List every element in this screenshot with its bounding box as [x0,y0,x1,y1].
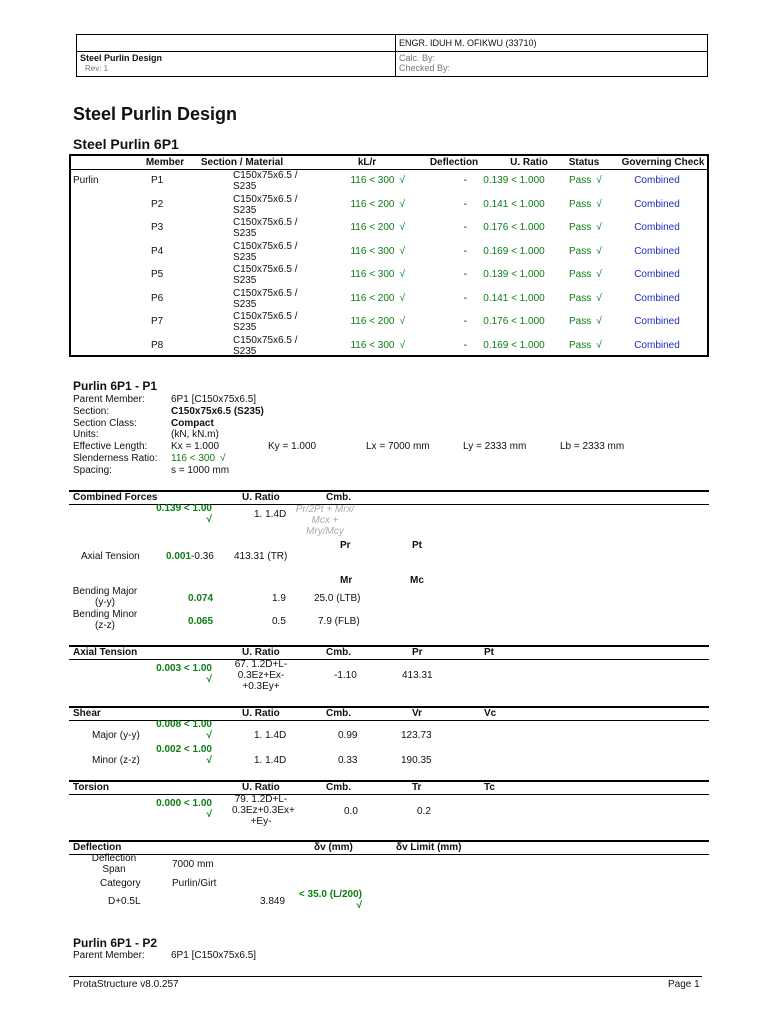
prop-label: Effective Length: [73,441,148,453]
cell-section: C150x75x6.5 / S235 [233,193,298,216]
cell-uratio: 0.169 < 1.000 [483,245,545,257]
calc-by: Calc. By: [399,53,436,63]
engineer-name: ENGR. IDUH M. OFIKWU (33710) [399,38,537,48]
cell-section: C150x75x6.5 / S235 [233,240,298,263]
header-divider [395,35,396,76]
cell-klr: 116 < 300 √ [350,339,405,351]
header-divider [77,51,707,52]
cell-deflection: - [463,222,467,233]
torsion-cmb: 79. 1.2D+L- 0.3Ez+0.3Ex+ +Ey- [232,794,295,827]
cell-member: P4 [151,245,164,257]
cell-status: Pass √ [569,222,602,233]
pr-header: Pr [340,540,351,551]
axial-cmb: 67. 1.2D+L- 0.3Ez+Ex- +0.3Ey+ [234,659,288,692]
cell-deflection: - [463,245,467,257]
shear-row-vr: 0.33 [338,755,358,766]
table-row [71,289,707,312]
cell-deflection: - [463,198,467,210]
col-header-klr: kL/r [357,157,377,168]
section-rule [69,645,709,647]
deflection-value: 3.849 [260,896,286,907]
combined-h-cmb: Cmb. [326,492,351,503]
cell-member: P5 [151,269,164,280]
shear-row-vc: 123.73 [401,730,432,741]
axial-title: Axial Tension [73,647,138,658]
page-title: Steel Purlin Design [73,104,238,124]
bending-minor-ur: 0.065 [188,616,214,627]
section-rule [69,490,709,492]
shear-h-vr: Vr [412,708,423,719]
cell-klr: 116 < 200 √ [350,316,405,327]
table-row [71,265,707,288]
deflection-limit: < 35.0 (L/200) √ [298,889,362,911]
cell-uratio: 0.139 < 1.000 [483,175,545,186]
next-parent-value: 6P1 [C150x75x6.5] [171,950,257,961]
cell-governing: Combined [634,198,680,210]
bending-major-capacity: 25.0 (LTB) [314,593,361,604]
cell-governing: Combined [634,292,680,304]
shear-row-vc: 190.35 [401,755,432,766]
axial-h-cmb: Cmb. [326,647,351,658]
shear-row-label: Major (y-y) [92,730,140,741]
deflection-h-limit: δv Limit (mm) [396,842,462,853]
table-row [71,195,707,218]
prop-label: Section Class: [73,417,137,429]
checked-by: Checked By: [399,63,451,73]
cell-deflection: - [463,269,467,280]
cell-status: Pass √ [569,198,602,210]
table-row [71,336,707,359]
ky-value: Ky = 1.000 [268,441,317,452]
cell-uratio: 0.141 < 1.000 [483,198,545,210]
mr-header: Mr [340,575,353,586]
revision: Rev: 1 [85,64,109,73]
group-title: Steel Purlin 6P1 [73,136,179,152]
prop-label: Parent Member: [73,394,145,405]
shear-row-cmb: 1. 1.4D [254,755,287,766]
cell-governing: Combined [634,245,680,257]
prop-value: 6P1 [C150x75x6.5] [171,394,257,405]
cell-uratio: 0.176 < 1.000 [483,222,545,233]
axial-tension-capacity: 413.31 (TR) [234,551,288,562]
deflection-combo: D+0.5L [108,896,141,907]
axial-h-pr: Pr [412,647,423,658]
shear-row-ur: 0.002 < 1.00 √ [156,744,212,766]
section-rule [69,706,709,708]
cell-section: C150x75x6.5 / S235 [233,311,298,333]
axial-h-pt: Pt [484,647,494,658]
cell-section: C150x75x6.5 / S235 [233,170,298,192]
group-label: Purlin [73,175,99,186]
col-header-deflection: Deflection [429,157,479,168]
cell-section: C150x75x6.5 / S235 [233,334,298,357]
footer-page: Page 1 [668,979,700,990]
table-row [71,218,707,241]
torsion-h-cmb: Cmb. [326,782,351,793]
cell-status: Pass √ [569,292,602,304]
combined-ur: 0.139 < 1.00 √ [156,503,212,525]
cell-deflection: - [463,339,467,351]
shear-row-vr: 0.99 [338,730,358,741]
cell-section: C150x75x6.5 / S235 [233,264,298,286]
cell-status: Pass √ [569,245,602,257]
cell-klr: 116 < 200 √ [350,222,405,233]
section-rule [69,840,709,842]
axial-ur: 0.003 < 1.00 √ [156,663,212,685]
cell-status: Pass √ [569,269,602,280]
torsion-tr: 0.0 [344,806,358,817]
shear-row-label: Minor (z-z) [92,755,140,766]
axial-pr: -1.10 [334,670,357,681]
section-rule [69,854,709,855]
combined-title: Combined Forces [73,492,158,503]
torsion-tc: 0.2 [417,806,431,817]
cell-klr: 116 < 300 √ [350,269,405,280]
cell-uratio: 0.139 < 1.000 [483,269,545,280]
prop-label: Slenderness Ratio: [73,453,158,464]
prop-value: 116 < 300 √ [171,453,226,464]
cell-member: P7 [151,316,164,327]
prop-value: Kx = 1.000 [171,441,220,453]
torsion-title: Torsion [73,782,109,793]
cell-member: P8 [151,339,164,351]
cell-klr: 116 < 200 √ [350,292,405,304]
prop-label: Section: [73,405,110,417]
axial-h-ur: U. Ratio [242,647,280,658]
summary-table [69,154,709,357]
footer-software: ProtaStructure v8.0.257 [73,979,179,990]
cell-deflection: - [463,292,467,304]
ly-value: Ly = 2333 mm [463,441,527,452]
shear-h-ur: U. Ratio [242,708,280,719]
cell-section: C150x75x6.5 / S235 [233,287,298,310]
table-row [71,242,707,265]
prop-label: Units: [73,429,99,441]
bending-major-value: 1.9 [272,593,286,604]
col-header-uratio: U. Ratio [510,157,548,168]
cell-governing: Combined [634,269,680,280]
cell-governing: Combined [634,316,680,327]
bending-major-ur: 0.074 [188,593,214,604]
axial-tension-ur: 0.001-0.36 [166,551,214,562]
col-header-section: Section / Material [200,157,284,168]
cell-klr: 116 < 300 √ [350,245,405,257]
cell-deflection: - [463,316,467,327]
cell-status: Pass √ [569,316,602,327]
prop-value: (kN, kN.m) [171,429,219,441]
next-detail-title: Purlin 6P1 - P2 [73,936,158,950]
section-rule [69,659,709,660]
shear-title: Shear [73,708,101,719]
cell-uratio: 0.169 < 1.000 [483,339,545,351]
cell-member: P6 [151,292,164,304]
cell-governing: Combined [634,222,680,233]
prop-value: C150x75x6.5 (S235) [171,405,264,417]
deflection-category-label: Category [100,878,141,889]
cell-uratio: 0.141 < 1.000 [483,292,545,304]
document-header [76,34,708,77]
section-rule [69,794,709,795]
mc-header: Mc [410,575,424,586]
deflection-category-value: Purlin/Girt [172,878,217,889]
cell-uratio: 0.176 < 1.000 [483,316,545,327]
bending-minor-capacity: 7.9 (FLB) [318,616,360,627]
torsion-h-ur: U. Ratio [242,782,280,793]
cell-governing: Combined [634,339,680,351]
section-rule [69,780,709,782]
bending-major-label: Bending Major (y-y) [72,586,138,608]
torsion-h-tr: Tr [412,782,422,793]
col-header-governing: Governing Check [621,157,705,168]
cell-member: P3 [151,222,164,233]
doc-title: Steel Purlin Design [80,53,163,63]
combined-h-ur: U. Ratio [242,492,280,503]
prop-value: s = 1000 mm [171,464,230,476]
deflection-span-label: Deflection Span [91,853,137,875]
bending-minor-label: Bending Minor (z-z) [72,609,138,631]
deflection-span-value: 7000 mm [172,859,214,870]
cell-member: P2 [151,198,164,210]
cell-member: P1 [151,175,164,186]
table-row [71,171,707,194]
detail-title: Purlin 6P1 - P1 [73,379,158,393]
lx-value: Lx = 7000 mm [366,441,430,452]
pt-header: Pt [412,540,422,551]
next-parent-label: Parent Member: [73,950,145,961]
col-header-status: Status [568,157,600,168]
footer-rule [69,976,702,977]
axial-pt: 413.31 [402,670,433,681]
shear-row-ur: 0.008 < 1.00 √ [156,719,212,741]
lb-value: Lb = 2333 mm [560,441,625,452]
cell-klr: 116 < 300 √ [350,175,405,186]
axial-tension-label: Axial Tension [81,551,140,562]
deflection-h-dv: δv (mm) [314,842,353,853]
prop-label: Spacing: [73,464,112,476]
shear-row-cmb: 1. 1.4D [254,730,287,741]
cell-klr: 116 < 200 √ [350,198,405,210]
cell-status: Pass √ [569,339,602,351]
prop-value: Compact [171,417,214,429]
shear-h-cmb: Cmb. [326,708,351,719]
table-row [71,312,707,335]
col-header-member: Member [145,157,185,168]
cell-section: C150x75x6.5 / S235 [233,217,298,239]
bending-minor-value: 0.5 [272,616,286,627]
combined-cmb: 1. 1.4D [254,509,287,520]
cell-deflection: - [463,175,467,186]
combined-formula: Pr/2Pt + Mrx/ Mcx + Mry/Mcy [295,504,355,537]
deflection-title: Deflection [73,842,122,853]
cell-governing: Combined [634,175,680,186]
torsion-ur: 0.000 < 1.00 √ [156,798,212,820]
torsion-h-tc: Tc [484,782,495,793]
header-rule [71,169,707,170]
cell-status: Pass √ [569,175,602,186]
shear-h-vc: Vc [484,708,497,719]
